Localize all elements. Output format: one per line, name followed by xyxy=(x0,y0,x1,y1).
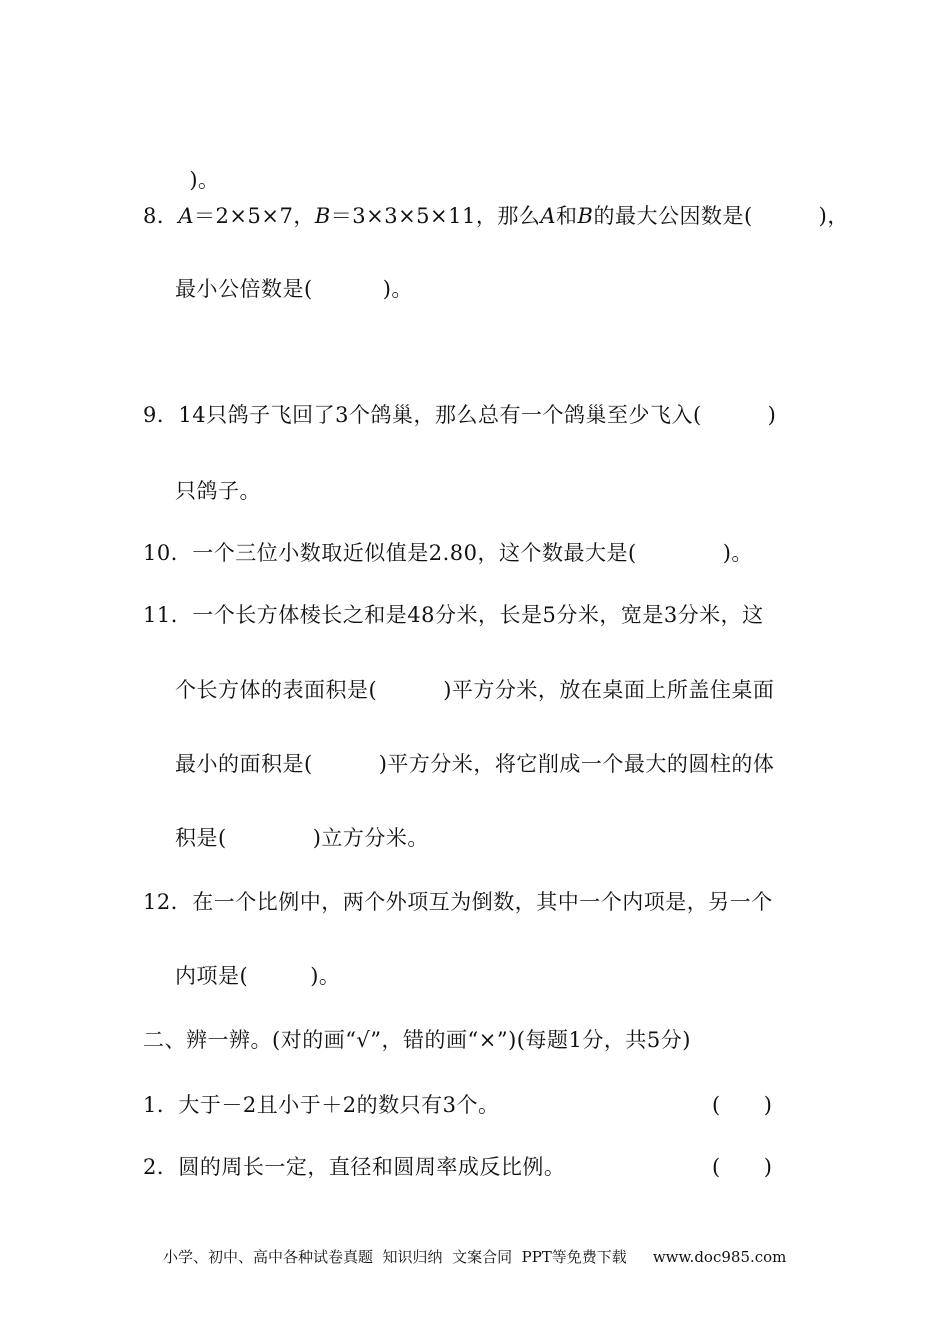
question-8-line2: 最小公倍数是( )。 xyxy=(175,277,413,301)
question-11-line1: 11．一个长方体棱长之和是48分米，长是5分米，宽是3分米，这 xyxy=(143,603,764,627)
judge-item-1: 1．大于－2且小于＋2的数只有3个。 xyxy=(143,1093,500,1117)
question-11-line3: 最小的面积是( )平方分米，将它削成一个最大的圆柱的体 xyxy=(175,752,775,776)
question-9-line1: 9．14只鸽子飞回了3个鸽巢，那么总有一个鸽巢至少飞入( ) xyxy=(143,403,777,427)
q7-tail: )。 xyxy=(189,168,220,192)
var-a: A xyxy=(178,204,195,228)
question-number: 8． xyxy=(143,204,179,228)
question-12-line1: 12．在一个比例中，两个外项互为倒数，其中一个内项是，另一个 xyxy=(143,890,773,914)
question-12-line2: 内项是( )。 xyxy=(175,964,341,988)
var-b: B xyxy=(314,204,331,228)
section-2-title: 二、辨一辨。(对的画“√”，错的画“×”)(每题1分，共5分) xyxy=(143,1028,691,1052)
judge-answer-paren-1[interactable]: ( ) xyxy=(712,1093,773,1117)
question-11-line4: 积是( )立方分米。 xyxy=(175,826,429,850)
question-8-line1: 8．A＝2×5×7，B＝3×3×5×11，那么A和B的最大公因数是( )， xyxy=(143,204,849,228)
page-footer xyxy=(163,1246,786,1267)
footer-url[interactable]: www.doc985.com xyxy=(652,1248,787,1266)
footer-text: 小学、初中、高中各种试卷真题 知识归纳 文案合同 PPT等免费下载 xyxy=(163,1248,627,1266)
question-11-line2: 个长方体的表面积是( )平方分米，放在桌面上所盖住桌面 xyxy=(175,678,775,702)
question-9-line2: 只鸽子。 xyxy=(175,479,261,503)
question-10: 10．一个三位小数取近似值是2.80，这个数最大是( )。 xyxy=(143,541,753,565)
judge-item-2: 2．圆的周长一定，直径和圆周率成反比例。 xyxy=(143,1155,566,1179)
judge-answer-paren-2[interactable]: ( ) xyxy=(712,1155,773,1179)
